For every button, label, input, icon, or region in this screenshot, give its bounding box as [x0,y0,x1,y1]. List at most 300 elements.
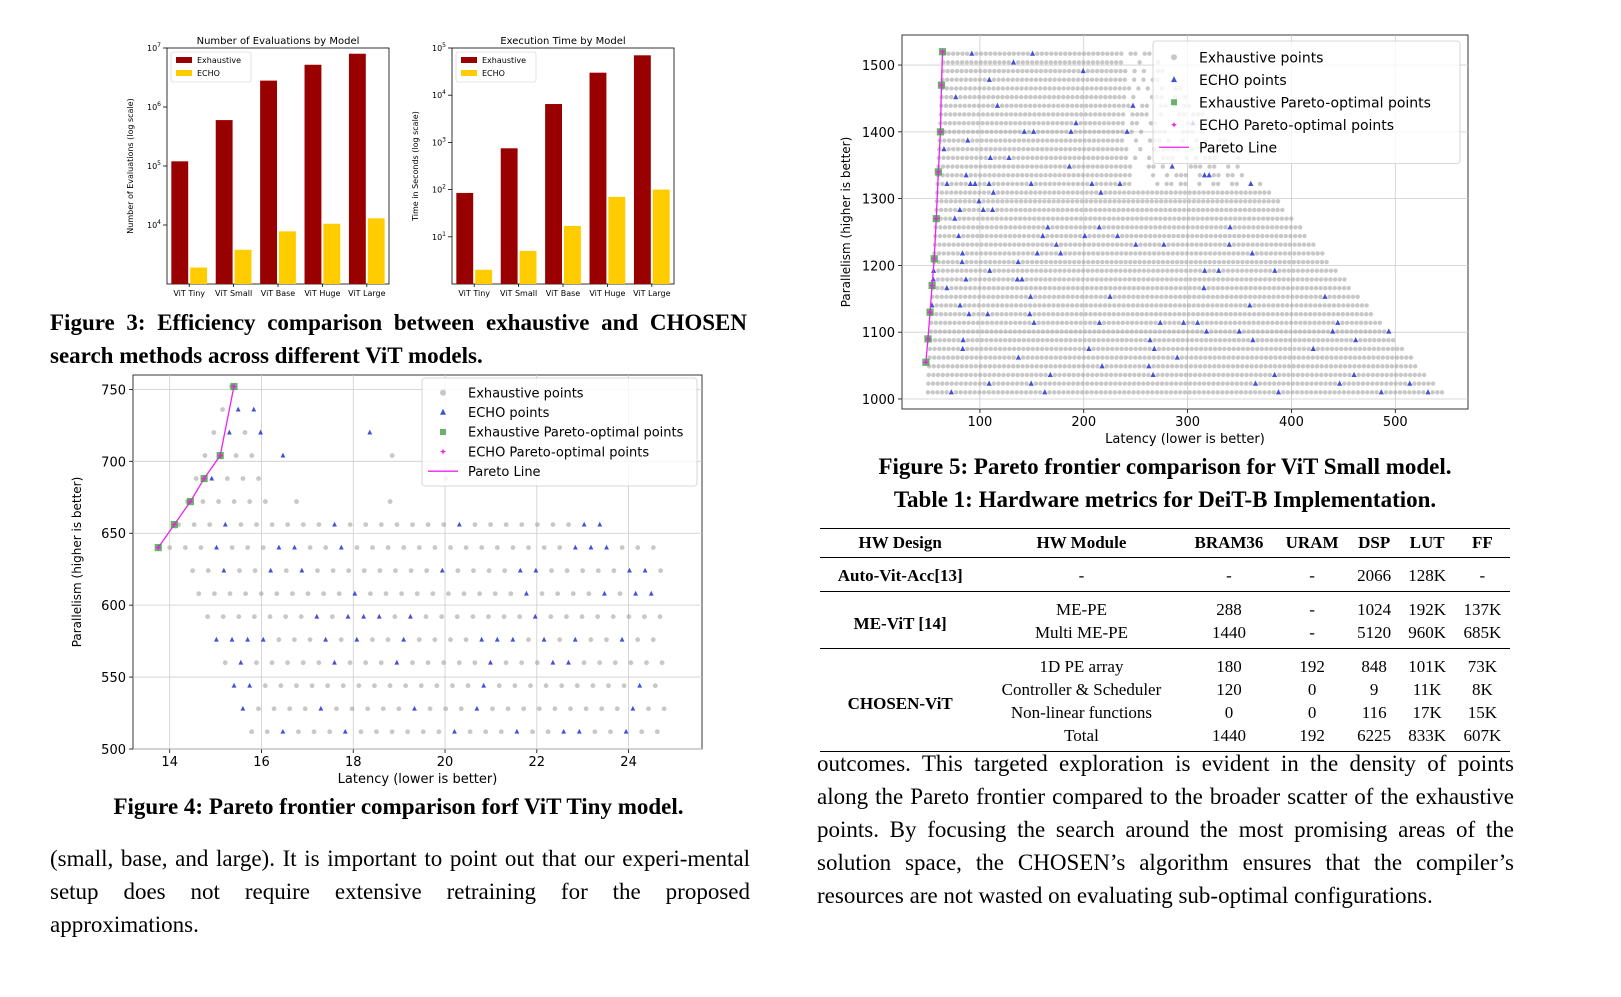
exhaustive-point [1336,303,1340,307]
exhaustive-point [1169,190,1173,194]
exhaustive-point [1066,86,1070,90]
exhaustive-point [1287,269,1291,273]
exhaustive-point [973,277,977,281]
exhaustive-point [1292,251,1296,255]
exhaustive-point [306,591,311,596]
exhaustive-point [992,269,996,273]
y-axis-label: Number of Evaluations (log scale) [126,98,135,234]
exhaustive-point [1222,251,1226,255]
exhaustive-point [1006,69,1010,73]
exhaustive-point [961,243,965,247]
exhaustive-point [1217,364,1221,368]
exhaustive-point [994,121,998,125]
exhaustive-point [1327,303,1331,307]
exhaustive-point [1220,286,1224,290]
exhaustive-point [1004,208,1008,212]
exhaustive-point [983,269,987,273]
exhaustive-point [985,130,989,134]
exhaustive-point [608,729,613,734]
exhaustive-point [951,147,955,151]
exhaustive-point [1199,338,1203,342]
exhaustive-point [977,104,981,108]
exhaustive-point [972,295,976,299]
exhaustive-point [1058,355,1062,359]
exhaustive-point [1105,347,1109,351]
exhaustive-point [1173,208,1177,212]
exhaustive-point [1166,355,1170,359]
exhaustive-point [1157,251,1161,255]
exhaustive-point [968,95,972,99]
exhaustive-point [1219,225,1223,229]
table-cell: 120 [1216,680,1242,699]
exhaustive-point [1058,69,1062,73]
exhaustive-point [1127,286,1131,290]
exhaustive-point [1030,355,1034,359]
exhaustive-point [312,729,317,734]
exhaustive-point [1053,277,1057,281]
exhaustive-point [1309,390,1313,394]
exhaustive-point [944,190,948,194]
exhaustive-point [1204,347,1208,351]
exhaustive-point [1187,390,1191,394]
exhaustive-point [1323,390,1327,394]
exhaustive-point [1079,112,1083,116]
exhaustive-point [606,683,611,688]
exhaustive-point [973,269,977,273]
exhaustive-point [1319,373,1323,377]
exhaustive-point [1191,208,1195,212]
exhaustive-point [1234,390,1238,394]
exhaustive-point [1235,269,1239,273]
exhaustive-point [1025,60,1029,64]
exhaustive-point [1042,199,1046,203]
legend-label: Pareto Line [1199,140,1278,157]
exhaustive-point [959,69,963,73]
exhaustive-point [992,277,996,281]
exhaustive-point [1061,95,1065,99]
exhaustive-point [1100,69,1104,73]
exhaustive-point [1283,243,1287,247]
exhaustive-point [1002,251,1006,255]
exhaustive-point [1277,269,1281,273]
exhaustive-point [1285,312,1289,316]
exhaustive-point [493,591,498,596]
exhaustive-point [1097,329,1101,333]
exhaustive-point [1039,364,1043,368]
exhaustive-point [410,522,415,527]
exhaustive-point [968,277,972,281]
exhaustive-point [1407,390,1411,394]
exhaustive-point [1117,199,1121,203]
exhaustive-pareto-point [440,429,446,435]
exhaustive-point [960,147,964,151]
exhaustive-point [1324,277,1328,281]
exhaustive-point [1043,277,1047,281]
exhaustive-point [1364,303,1368,307]
exhaustive-point [1001,182,1005,186]
exhaustive-point [1122,295,1126,299]
exhaustive-point [950,164,954,168]
exhaustive-point [1136,286,1140,290]
exhaustive-point [1090,277,1094,281]
exhaustive-point [933,329,937,333]
exhaustive-point [1115,251,1119,255]
exhaustive-point [548,614,553,619]
exhaustive-point [1350,303,1354,307]
exhaustive-point [1076,78,1080,82]
exhaustive-point [1092,243,1096,247]
exhaustive-point [1241,234,1245,238]
exhaustive-point [973,69,977,73]
exhaustive-point [1221,364,1225,368]
exhaustive-point [1067,364,1071,368]
exhaustive-point [1105,260,1109,264]
y-tick-label: $10^4$ [146,219,161,230]
exhaustive-point [1044,364,1048,368]
exhaustive-point [1237,234,1241,238]
exhaustive-point [1064,130,1068,134]
exhaustive-point [1074,208,1078,212]
exhaustive-point [935,286,939,290]
exhaustive-point [957,112,961,116]
exhaustive-point [934,321,938,325]
exhaustive-point [956,347,960,351]
exhaustive-point [1379,381,1383,385]
chart-title: Execution Time by Model [500,36,626,47]
exhaustive-point [1279,234,1283,238]
exhaustive-point [966,234,970,238]
exhaustive-point [1015,286,1019,290]
exhaustive-point [1317,321,1321,325]
exhaustive-point [1058,164,1062,168]
exhaustive-point [1137,373,1141,377]
exhaustive-point [1098,95,1102,99]
exhaustive-point [982,381,986,385]
exhaustive-point [1274,234,1278,238]
exhaustive-point [1104,381,1108,385]
exhaustive-point [1258,277,1262,281]
exhaustive-point [292,637,297,642]
exhaustive-point [1059,347,1063,351]
exhaustive-point [964,78,968,82]
exhaustive-point [1033,295,1037,299]
exhaustive-point [1320,347,1324,351]
exhaustive-point [1088,121,1092,125]
exhaustive-point [954,390,958,394]
exhaustive-point [942,338,946,342]
exhaustive-point [1096,355,1100,359]
exhaustive-point [1283,251,1287,255]
exhaustive-point [1341,312,1345,316]
exhaustive-point [1296,260,1300,264]
exhaustive-point [1068,347,1072,351]
exhaustive-point [1185,347,1189,351]
exhaustive-point [1133,347,1137,351]
exhaustive-point [1032,225,1036,229]
exhaustive-point [1149,321,1153,325]
exhaustive-point [1224,199,1228,203]
exhaustive-point [1044,52,1048,56]
exhaustive-point [1026,347,1030,351]
exhaustive-point [989,138,993,142]
exhaustive-point [1170,355,1174,359]
exhaustive-point [655,729,660,734]
exhaustive-point [1094,86,1098,90]
exhaustive-point [1054,338,1058,342]
exhaustive-point [1008,234,1012,238]
exhaustive-point [1016,364,1020,368]
exhaustive-point [1004,321,1008,325]
exhaustive-point [1172,312,1176,316]
exhaustive-point [1332,390,1336,394]
exhaustive-point [434,683,439,688]
exhaustive-point [1229,199,1233,203]
exhaustive-point [1298,329,1302,333]
exhaustive-point [530,729,535,734]
exhaustive-point [417,545,422,550]
exhaustive-point [1032,216,1036,220]
exhaustive-point [272,706,277,711]
exhaustive-point [1191,216,1195,220]
exhaustive-point [517,614,522,619]
exhaustive-point [443,706,448,711]
exhaustive-point [1190,225,1194,229]
exhaustive-point [979,60,983,64]
exhaustive-point [987,86,991,90]
exhaustive-point [1134,138,1138,142]
exhaustive-point [989,347,993,351]
exhaustive-point [1131,390,1135,394]
exhaustive-point [1069,321,1073,325]
exhaustive-point [977,190,981,194]
exhaustive-point [1071,381,1075,385]
exhaustive-point [1010,78,1014,82]
exhaustive-point [1237,225,1241,229]
exhaustive-point [1243,199,1247,203]
exhaustive-point [1037,199,1041,203]
exhaustive-point [1384,390,1388,394]
exhaustive-point [1135,216,1139,220]
exhaustive-point [1009,112,1013,116]
x-tick-label: ViT Huge [304,289,341,298]
exhaustive-point [1211,381,1215,385]
exhaustive-point [974,355,978,359]
exhaustive-point [1015,173,1019,177]
exhaustive-point [971,216,975,220]
exhaustive-point [1239,286,1243,290]
exhaustive-point [1402,390,1406,394]
exhaustive-point [960,60,964,64]
exhaustive-point [1125,225,1129,229]
exhaustive-point [1115,138,1119,142]
exhaustive-point [618,591,623,596]
exhaustive-point [1333,286,1337,290]
exhaustive-point [1312,321,1316,325]
exhaustive-point [967,112,971,116]
exhaustive-point [1320,364,1324,368]
exhaustive-point [1241,243,1245,247]
exhaustive-point [1253,190,1257,194]
exhaustive-point [1140,208,1144,212]
exhaustive-point [1099,182,1103,186]
exhaustive-point [1288,329,1292,333]
exhaustive-point [1080,295,1084,299]
exhaustive-point [1103,199,1107,203]
exhaustive-point [1046,208,1050,212]
exhaustive-point [1083,225,1087,229]
exhaustive-point [1025,260,1029,264]
exhaustive-point [1252,199,1256,203]
exhaustive-point [1197,381,1201,385]
exhaustive-point [1013,321,1017,325]
exhaustive-point [1088,225,1092,229]
exhaustive-point [1016,52,1020,56]
exhaustive-point [989,243,993,247]
exhaustive-point [487,568,492,573]
exhaustive-point [971,130,975,134]
exhaustive-point [1031,338,1035,342]
exhaustive-point [1262,390,1266,394]
exhaustive-point [957,321,961,325]
table-cell: 1440 [1211,726,1246,745]
exhaustive-point [540,591,545,596]
exhaustive-point [997,373,1001,377]
exhaustive-point [644,660,649,665]
exhaustive-point [1085,182,1089,186]
exhaustive-point [1209,321,1213,325]
exhaustive-point [1180,243,1184,247]
exhaustive-point [1074,312,1078,316]
exhaustive-point [1262,303,1266,307]
exhaustive-point [1309,286,1313,290]
exhaustive-point [1094,295,1098,299]
exhaustive-point [950,69,954,73]
exhaustive-point [955,60,959,64]
exhaustive-point [1249,277,1253,281]
exhaustive-point [940,182,944,186]
exhaustive-point [1095,60,1099,64]
exhaustive-point [1232,329,1236,333]
exhaustive-point [992,69,996,73]
exhaustive-point [938,234,942,238]
exhaustive-point [1359,321,1363,325]
y-axis-label: Parallelism (higher is better) [70,476,84,648]
exhaustive-point [1371,373,1375,377]
exhaustive-point [1035,60,1039,64]
exhaustive-point [1015,190,1019,194]
exhaustive-point [1291,373,1295,377]
exhaustive-point [1289,225,1293,229]
chart-title: Number of Evaluations by Model [196,36,360,47]
exhaustive-point [1215,295,1219,299]
exhaustive-point [1304,303,1308,307]
exhaustive-point [1296,277,1300,281]
exhaustive-point [988,164,992,168]
exhaustive-point [948,121,952,125]
exhaustive-point [936,364,940,368]
exhaustive-point [949,190,953,194]
exhaustive-point [1088,112,1092,116]
exhaustive-point [989,147,993,151]
exhaustive-point [1075,286,1079,290]
exhaustive-point [1240,269,1244,273]
echo-bar [520,251,537,284]
exhaustive-point [958,390,962,394]
exhaustive-point [1240,364,1244,368]
exhaustive-point [1403,373,1407,377]
exhaustive-point [976,121,980,125]
exhaustive-point [1182,208,1186,212]
exhaustive-point [1263,364,1267,368]
exhaustive-point [1310,364,1314,368]
exhaustive-point [1160,286,1164,290]
exhaustive-point [1324,373,1328,377]
exhaustive-point [968,86,972,90]
exhaustive-point [1146,373,1150,377]
exhaustive-point [1022,338,1026,342]
exhaustive-point [1307,338,1311,342]
exhaustive-point [1343,364,1347,368]
exhaustive-point [992,182,996,186]
exhaustive-point [1034,69,1038,73]
exhaustive-point [1234,286,1238,290]
exhaustive-point [1288,234,1292,238]
exhaustive-point [1058,60,1062,64]
exhaustive-point [1140,303,1144,307]
exhaustive-point [1249,269,1253,273]
exhaustive-point [1067,69,1071,73]
exhaustive-point [972,95,976,99]
exhaustive-point [1319,277,1323,281]
exhaustive-point [1017,130,1021,134]
exhaustive-point [1112,312,1116,316]
exhaustive-point [1185,234,1189,238]
exhaustive-point [1314,373,1318,377]
exhaustive-point [1086,69,1090,73]
exhaustive-point [1130,130,1134,134]
exhaustive-point [1128,373,1132,377]
exhaustive-point [1165,269,1169,273]
exhaustive-point [1104,286,1108,290]
exhaustive-point [1281,390,1285,394]
exhaustive-point [950,182,954,186]
exhaustive-point [1320,260,1324,264]
exhaustive-point [974,260,978,264]
exhaustive-point [1123,269,1127,273]
exhaustive-point [997,260,1001,264]
exhaustive-point [1045,147,1049,151]
exhaustive-point [565,568,570,573]
exhaustive-point [965,347,969,351]
exhaustive-point [1026,52,1030,56]
exhaustive-point [1251,321,1255,325]
exhaustive-point [962,121,966,125]
exhaustive-point [1241,347,1245,351]
exhaustive-point [1020,69,1024,73]
exhaustive-point [597,660,602,665]
exhaustive-point [564,614,569,619]
exhaustive-point [1269,355,1273,359]
exhaustive-point [992,173,996,177]
exhaustive-point [1200,329,1204,333]
exhaustive-point [401,545,406,550]
exhaustive-point [989,234,993,238]
exhaustive-point [1161,164,1165,168]
exhaustive-point [1037,216,1041,220]
exhaustive-point [1186,329,1190,333]
figure-4-caption: Figure 4: Pareto frontier comparison forf ViT Tiny model. [113,794,684,819]
exhaustive-point [1235,182,1239,186]
